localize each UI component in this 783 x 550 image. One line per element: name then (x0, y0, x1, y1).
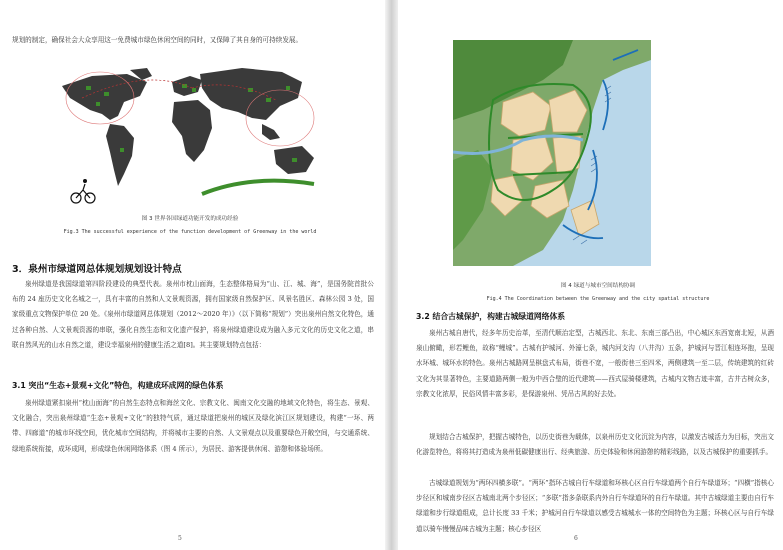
section-3-1-heading: 3.1 突出“生态+景观+文化”特色，构建成环成网的绿色体系 (12, 381, 224, 390)
page-number-left: 5 (178, 535, 182, 542)
figure-4-caption-cn: 图 4 绿道与城市空间结构协调 (560, 283, 636, 289)
figure-4-city-map (453, 40, 651, 266)
section-3-paragraph: 泉州绿道是我国绿道第四阶段建设的典型代表。泉州市枕山面海，生态整体格局为“山、江、城、海”，是国务院首批公布的 24 座历史文化名城之一，具有丰富的自然和人文景观资源，拥有国家级自然保护区、风景名胜区、森林公园 3 处，国家级重点文物保护单位 20 处。《泉州市绿道网总体规划（2012～2020 年）》（以下简称“规划”）突出泉州自然文化特色，通过各种自然、人文景观资源的串联，强化自然生态和文化遗产保护，将泉州绿道建设成为融入多元文化的历史文化之道，串联自然风光的山水自然之道，建设幸福泉州的健康生活之道[8]。其主要规划特点包括： (12, 280, 374, 349)
section-3-1-paragraph: 泉州绿道紧扣泉州“枕山面海”的自然生态特点和海丝文化、宗教文化、闽南文化交融的地域文化特色，将生态、景观、文化融合，突出泉州绿道“生态+景观+文化”的独特气质，通过绿道把泉州的城区及绿化滨江区规划建设，构建“一环、两带、四廊道”的城市环线空间，优化城市空间结构，并将城市主要的自然、人文景观点以及重要绿色开敞空间，与交通系统、绿地系统衔接，成环成网，形成绿色休闲网络体系（图 4 所示），为居民、游客提供休闲、游憩和体验场所。 (12, 399, 374, 453)
left-page (0, 0, 385, 550)
right-page (398, 0, 783, 550)
figure-3-caption-cn: 图 3 世界各国绿道功能开发的成功经验 (141, 216, 239, 222)
city-structure-map-graphic (453, 40, 651, 266)
top-paragraph: 规划的制定，确保社会大众享用这一免费城市绿色休闲空间的同时，又保障了其自身的可持续发展。 (12, 36, 303, 44)
figure-3-world-map (52, 58, 327, 208)
section-3-2-paragraph-2: 规划结合古城保护，把握古城特色，以历史街巷为载体，以泉州历史文化沉淀为内容，以激发古城活力为目标，突出文化游览特色，将将其打造成为泉州低碳健康出行、经典旅游、历史体验和休闲游憩的精彩线路，以及古城保护的重要抓手。 (416, 433, 774, 457)
figure-4-caption-en: Fig.4 The Coordination between the Greenway and the city spatial structure (486, 296, 710, 302)
page-number-right: 6 (574, 535, 578, 542)
section-3-2-heading: 3.2 结合古城保护，构建古城绿道网络体系 (416, 312, 566, 321)
section-3-2-paragraph-1: 泉州古城自唐代，经多年历史治革，至清代顺治定型，古城西北、东北、东南三部凸出，中心城区东西宽南北短，从酒泉山俯瞰，形若鲤鱼，故称“鲤城”。古城有护城河、外濠七条，城内河支沟（八井沟）五条，护城河与晋江相连环抱，呈现水环城、城环水的特色。泉州古城路网呈棋盘式布局，街巷不宽，一般街巷三至四米，两侧建筑一至二层，传统建筑的红砖文化为其显著特色，主要道路两侧一般为中西合璧的近代建筑——西式屋骑楼建筑，古城内文物古迹丰富，古井古树众多，宗教文化浓厚，民俗风情丰富多彩，是保游泉州、凭吊古风的好去处。 (416, 329, 774, 398)
section-3-heading: 3．泉州市绿道网总体规划规划设计特点 (12, 264, 182, 275)
figure-3-caption-en: Fig.3 The successful experience of the function development of Greenway in the world (63, 229, 317, 235)
book-gutter (385, 0, 398, 550)
world-map-graphic (52, 58, 327, 208)
section-3-2-paragraph-3: 古城绿道规划为“两环四横多联”。“两环”指环古城自行车绿道和环核心区自行车绿道两个自行车绿道环；“四横”指核心步径区和城南步径区古城南北两个步径区；“多联”指多条联系内外自行车绿道环的自行车绿道。其中古城绿道主要由自行车绿道和步行绿道组成，总计长度 33 千米；护城河自行车绿道以感受古城城水一体的空间特色为主题；环核心区与自行车绿道以骑车慢慢品味古城为主题；核心步径区 (416, 479, 774, 533)
